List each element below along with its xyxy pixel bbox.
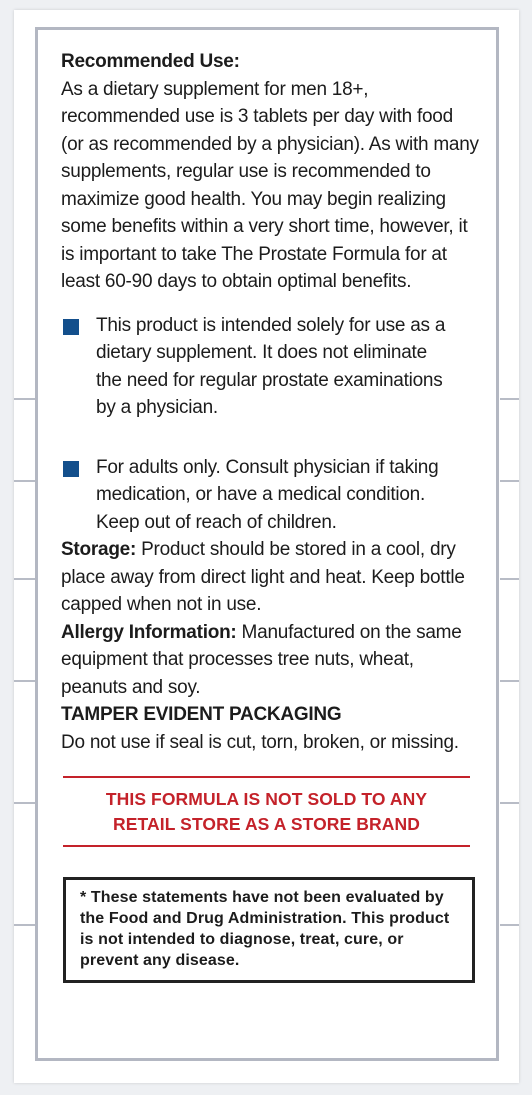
panel-edge-line <box>500 802 519 804</box>
bullet-square-icon <box>63 461 79 477</box>
store-brand-banner <box>63 776 470 847</box>
allergy-text: Manufactured on the same equipment that processes tree nuts, wheat, peanuts and soy. <box>61 621 462 698</box>
panel-edge-line <box>14 480 36 482</box>
panel-edge-line <box>14 802 36 804</box>
panel-edge-line <box>500 398 519 400</box>
tamper-heading: TAMPER EVIDENT PACKAGING <box>61 704 342 725</box>
panel-edge-line <box>500 578 519 580</box>
panel-edge-line <box>500 924 519 926</box>
panel-edge-line <box>14 680 36 682</box>
panel-edge-line <box>14 578 36 580</box>
banner-line: RETAIL STORE AS A STORE BRAND <box>113 814 420 834</box>
bullet-item <box>61 454 479 537</box>
tamper-text: Do not use if seal is cut, torn, broken, or missing. <box>61 731 459 753</box>
panel-edge-line <box>14 924 36 926</box>
recommended-use-text: As a dietary supplement for men 18+, recommended use is 3 tablets per day with food (or as recommended by a physician). As with many supplements, regular use is recommended to maximize good health. You may begin realizing some benefits within a very short time, however, it is important to take The Prostate Formula for at least 60-90 days to obtain optimal benefits. <box>61 78 479 292</box>
storage-text: Product should be stored in a cool, dry place away from direct light and heat. Keep bottle capped when not in use. <box>61 539 465 615</box>
panel-edge-line <box>500 680 519 682</box>
panel-edge-line <box>500 480 519 482</box>
bullet-item <box>61 312 479 422</box>
storage-section <box>61 536 479 619</box>
bullet-square-icon <box>63 319 79 335</box>
storage-label: Storage: <box>61 539 137 560</box>
bullet-text: This product is intended solely for use as a dietary supplement. It does not eliminate the need for regular prostate examinations by a physician. <box>96 314 446 418</box>
banner-line: THIS FORMULA IS NOT SOLD TO ANY <box>105 789 428 809</box>
label-content <box>61 48 479 983</box>
panel-edge-line <box>14 398 36 400</box>
allergy-section <box>61 619 479 702</box>
bullet-text: For adults only. Consult physician if taking medication, or have a medical condition. Keep out of reach of children. <box>96 456 439 533</box>
fda-disclaimer-box: * These statements have not been evaluated by the Food and Drug Administration. This product is not intended to diagnose, treat, cure, or prevent any disease. <box>63 877 475 983</box>
allergy-label: Allergy Information: <box>61 621 237 643</box>
recommended-use-heading: Recommended Use: <box>61 51 240 72</box>
